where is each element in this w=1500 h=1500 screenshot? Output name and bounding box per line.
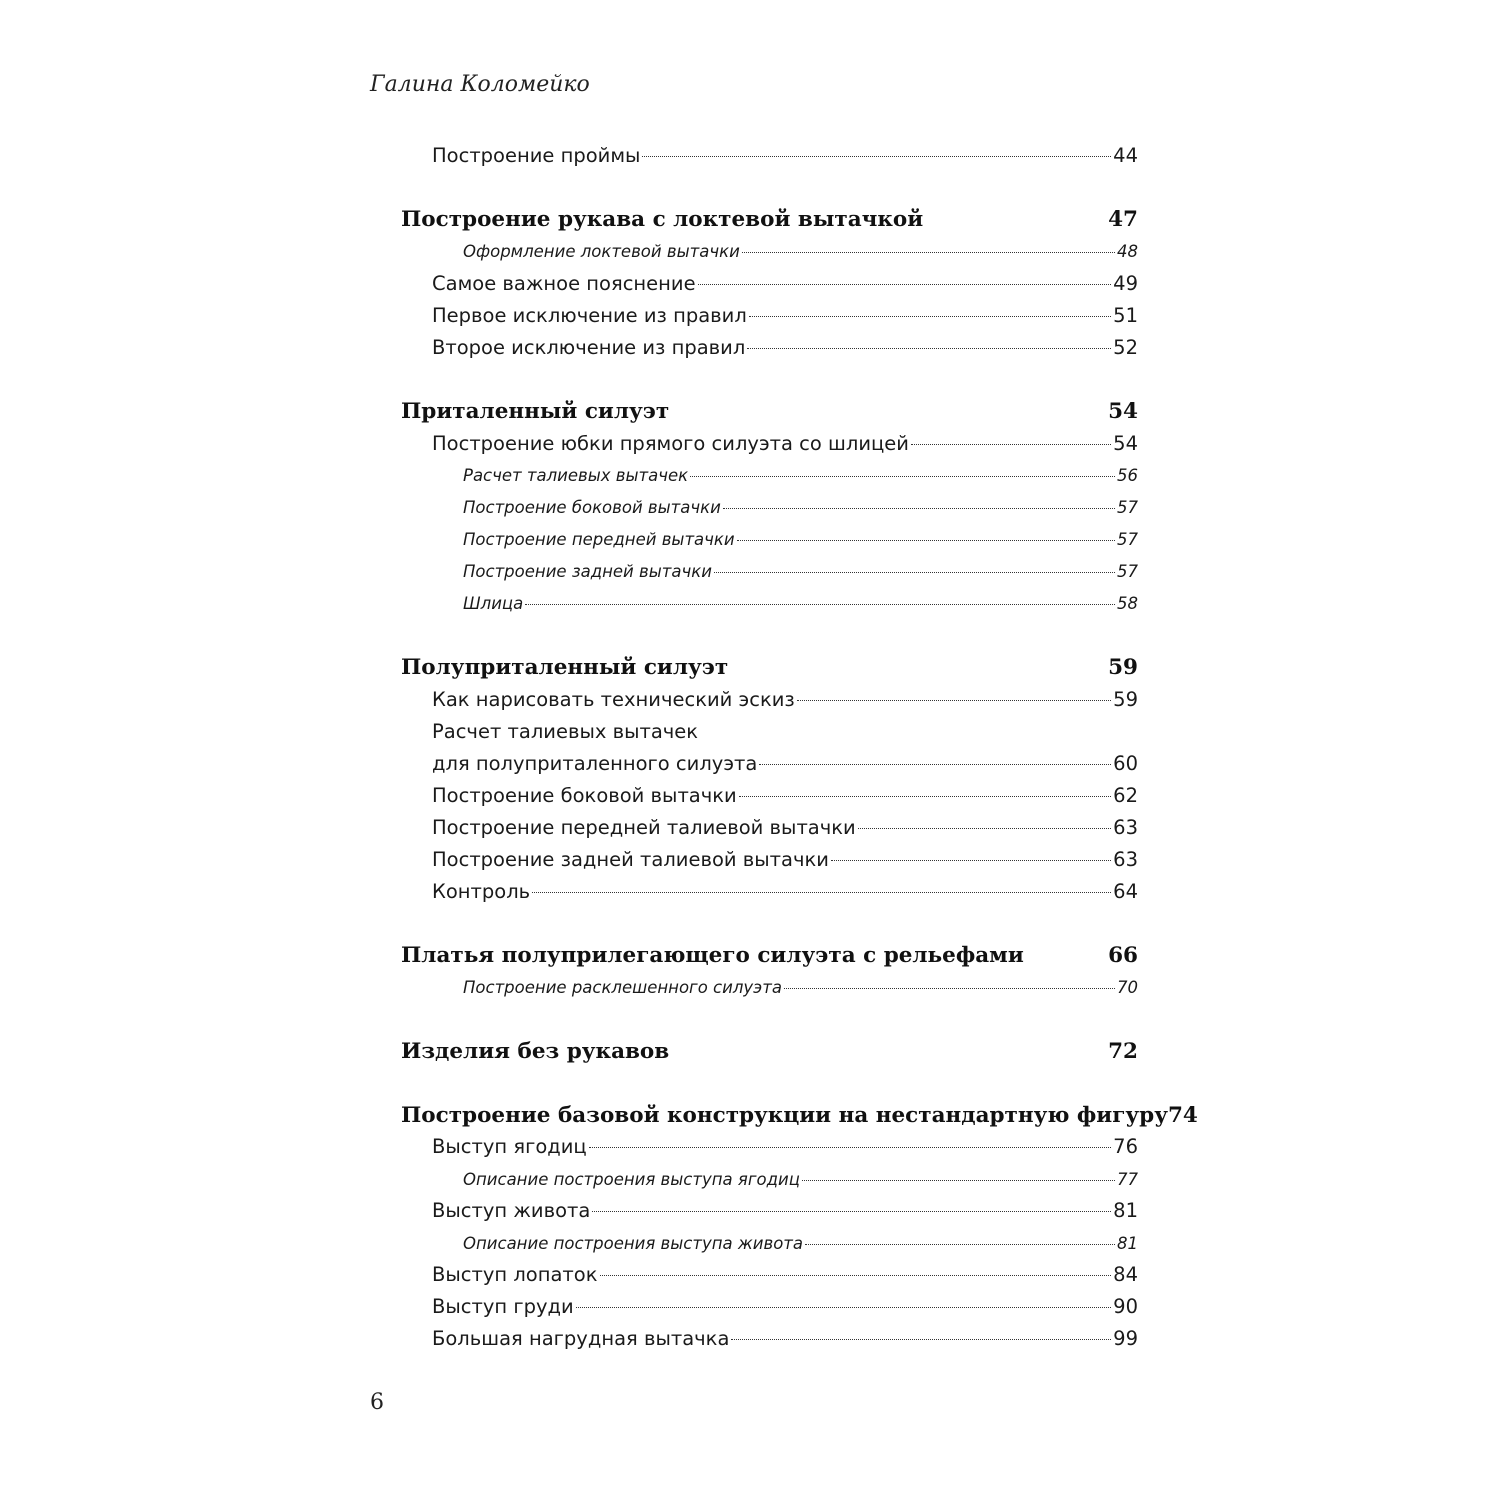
toc-subentry <box>401 978 1138 997</box>
toc-subentry-page: 77 <box>1117 1170 1138 1189</box>
toc-subentry-title: Шлица <box>463 594 524 613</box>
toc-subentry <box>401 466 1138 485</box>
toc-subentry-title: Описание построения выступа живота <box>463 1234 804 1253</box>
toc-entry-page: 81 <box>1113 1199 1138 1222</box>
toc-entry-title: Построение задней талиевой вытачки <box>432 848 829 871</box>
toc-entry-page: 44 <box>1113 144 1138 167</box>
toc-entry-page: 64 <box>1113 880 1138 903</box>
toc-section-page: 74 <box>1167 1103 1198 1128</box>
toc-subentry <box>401 1234 1138 1253</box>
toc-subentry-page: 57 <box>1117 530 1138 549</box>
toc-entry-page: 51 <box>1113 304 1138 327</box>
dot-leader <box>797 700 1111 701</box>
toc-entry-page: 63 <box>1113 848 1138 871</box>
toc-entry-page: 90 <box>1113 1295 1138 1318</box>
toc-entry <box>401 880 1138 903</box>
toc-section-title: Построение рукава с локтевой вытачкой <box>401 207 924 232</box>
toc-entry-title: Построение передней талиевой вытачки <box>432 816 856 839</box>
toc-subentry-title: Расчет талиевых вытачек <box>463 466 689 485</box>
toc-entry <box>401 1263 1138 1286</box>
dot-leader <box>858 828 1111 829</box>
dot-leader <box>690 476 1115 477</box>
toc-subentry-page: 70 <box>1117 978 1138 997</box>
toc-subentry-page: 81 <box>1117 1234 1138 1253</box>
toc-section-page: 66 <box>1108 943 1138 968</box>
dot-leader <box>749 316 1111 317</box>
toc-entry-page: 52 <box>1113 336 1138 359</box>
toc-subentry <box>401 498 1138 517</box>
toc-entry-title: Расчет талиевых вытачек <box>432 720 699 743</box>
toc-entry <box>401 816 1138 839</box>
toc-entry-page: 76 <box>1113 1135 1138 1158</box>
toc-entry-title: Построение боковой вытачки <box>432 784 737 807</box>
dot-leader <box>600 1275 1112 1276</box>
dot-leader <box>576 1307 1112 1308</box>
dot-leader <box>805 1244 1115 1245</box>
toc-section-page: 54 <box>1108 399 1138 424</box>
dot-leader <box>532 892 1111 893</box>
toc-subentry <box>401 562 1138 581</box>
toc-entry-title: Выступ живота <box>432 1199 591 1222</box>
toc-entry <box>401 848 1138 871</box>
toc-entry <box>401 752 1138 775</box>
toc-section-title: Изделия без рукавов <box>401 1039 670 1064</box>
dot-leader <box>831 860 1111 861</box>
running-head: Галина Коломейко <box>370 72 590 97</box>
dot-leader <box>911 444 1111 445</box>
toc-entry <box>401 1327 1138 1350</box>
dot-leader <box>742 252 1115 253</box>
dot-leader <box>642 156 1111 157</box>
toc-entry-page: 63 <box>1113 816 1138 839</box>
toc-entry-title: Построение юбки прямого силуэта со шлицей <box>432 432 909 455</box>
toc-entry <box>401 1135 1138 1158</box>
toc-entry-page: 60 <box>1113 752 1138 775</box>
toc-entry-page: 99 <box>1113 1327 1138 1350</box>
toc-section-page: 72 <box>1108 1039 1138 1064</box>
toc-subentry-page: 56 <box>1117 466 1138 485</box>
toc-section-title: Полуприталенный силуэт <box>401 655 729 680</box>
toc-entry <box>401 272 1138 295</box>
toc-entry-title: Большая нагрудная вытачка <box>432 1327 730 1350</box>
toc-subentry-title: Оформление локтевой вытачки <box>463 242 740 261</box>
toc-entry <box>401 784 1138 807</box>
toc-entry <box>401 1295 1138 1318</box>
dot-leader <box>759 764 1111 765</box>
toc-section <box>401 1039 1138 1064</box>
toc-subentry-page: 57 <box>1117 498 1138 517</box>
toc-entry-page: 62 <box>1113 784 1138 807</box>
toc-subentry-title: Построение боковой вытачки <box>463 498 721 517</box>
toc-subentry <box>401 1170 1138 1189</box>
dot-leader <box>731 1339 1111 1340</box>
dot-leader <box>802 1180 1115 1181</box>
toc-section-title: Приталенный силуэт <box>401 399 670 424</box>
dot-leader <box>784 988 1115 989</box>
toc-entry-page: 54 <box>1113 432 1138 455</box>
dot-leader <box>723 508 1115 509</box>
toc-section-title: Платья полуприлегающего силуэта с рельефами <box>401 943 1024 968</box>
toc-subentry-title: Построение передней вытачки <box>463 530 735 549</box>
toc-entry-title: Выступ груди <box>432 1295 574 1318</box>
dot-leader <box>737 540 1115 541</box>
toc-entry-title: Построение проймы <box>432 144 641 167</box>
page-number: 6 <box>370 1390 384 1415</box>
toc-entry <box>401 688 1138 711</box>
toc-entry <box>401 336 1138 359</box>
toc-entry-title: Самое важное пояснение <box>432 272 696 295</box>
toc-section <box>401 943 1138 968</box>
toc-entry <box>401 432 1138 455</box>
toc-subentry-title: Построение расклешенного силуэта <box>463 978 782 997</box>
toc-entry-title: для полуприталенного силуэта <box>432 752 758 775</box>
toc-entry-page: 84 <box>1113 1263 1138 1286</box>
toc-entry-title: Второе исключение из правил <box>432 336 746 359</box>
dot-leader <box>589 1147 1111 1148</box>
toc-entry <box>401 144 1138 167</box>
toc-entry <box>401 1199 1138 1222</box>
toc-subentry <box>401 594 1138 613</box>
toc-subentry <box>401 242 1138 261</box>
toc-subentry-page: 48 <box>1117 242 1138 261</box>
dot-leader <box>698 284 1112 285</box>
toc-subentry-page: 58 <box>1117 594 1138 613</box>
dot-leader <box>747 348 1111 349</box>
dot-leader <box>592 1211 1111 1212</box>
dot-leader <box>714 572 1115 573</box>
toc-entry-title: Выступ лопаток <box>432 1263 598 1286</box>
toc-entry <box>401 720 1138 743</box>
toc-entry <box>401 304 1138 327</box>
toc-section-title: Построение базовой конструкции на нестандартную фигуру <box>401 1103 1168 1128</box>
toc-section <box>401 1103 1198 1128</box>
toc-entry-title: Контроль <box>432 880 531 903</box>
toc-subentry <box>401 530 1138 549</box>
toc-section-page: 59 <box>1108 655 1138 680</box>
toc-entry-page: 59 <box>1113 688 1138 711</box>
dot-leader <box>525 604 1115 605</box>
toc-section <box>401 655 1138 680</box>
toc-entry-title: Как нарисовать технический эскиз <box>432 688 795 711</box>
toc-entry-title: Выступ ягодиц <box>432 1135 587 1158</box>
toc-entry-page: 49 <box>1113 272 1138 295</box>
toc-subentry-title: Описание построения выступа ягодиц <box>463 1170 800 1189</box>
toc-subentry-title: Построение задней вытачки <box>463 562 712 581</box>
toc-section <box>401 207 1138 232</box>
toc-subentry-page: 57 <box>1117 562 1138 581</box>
dot-leader <box>739 796 1111 797</box>
toc-section <box>401 399 1138 424</box>
toc-section-page: 47 <box>1108 207 1138 232</box>
toc-entry-title: Первое исключение из правил <box>432 304 747 327</box>
